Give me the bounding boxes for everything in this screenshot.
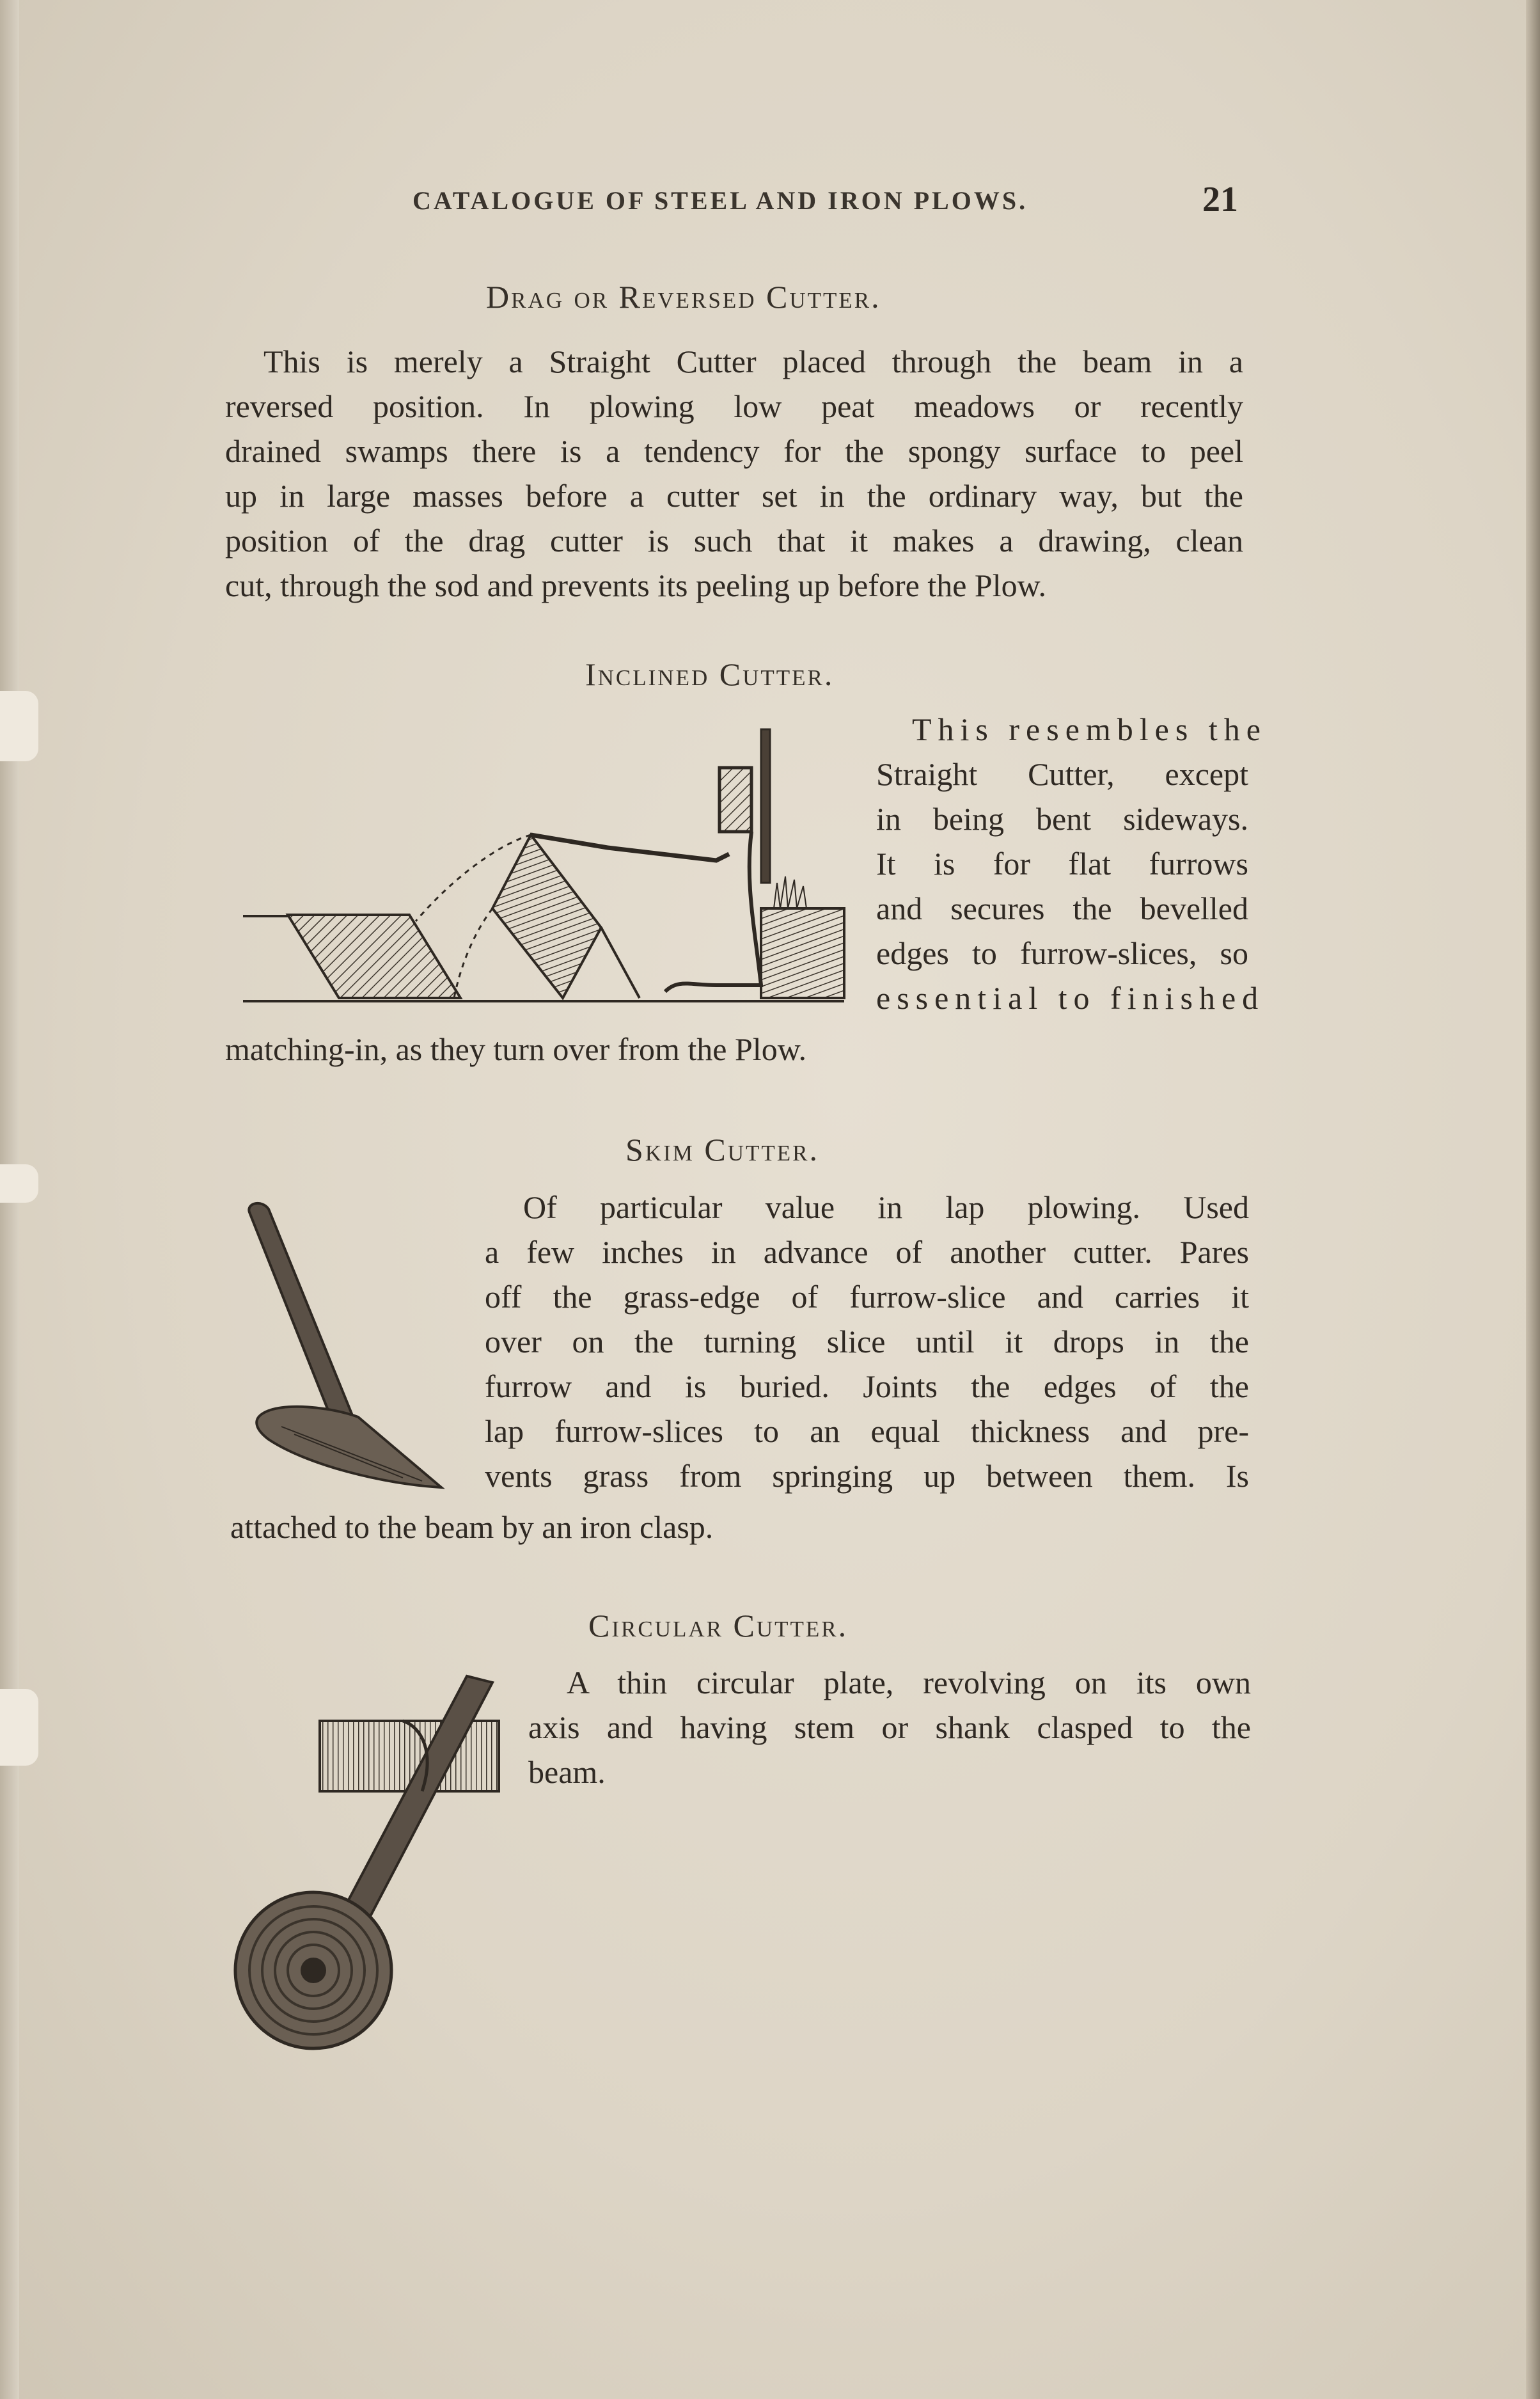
skim-cutter-illustration <box>243 1196 460 1497</box>
text-line: up in large masses before a cutter set in the ordinary way, but the <box>225 478 1243 514</box>
text-line: vents grass from springing up between them. Is <box>485 1458 1249 1494</box>
text-line: essential to finished <box>876 980 1265 1016</box>
text-line: Straight Cutter, except <box>876 756 1248 792</box>
text-line: edges to furrow-slices, so <box>876 935 1248 971</box>
page-tear <box>0 691 38 761</box>
text-line: Of particular value in lap plowing. Used <box>523 1189 1249 1225</box>
text-line: beam. <box>528 1754 606 1790</box>
text-line: This is merely a Straight Cutter placed through the beam in a <box>263 344 1243 379</box>
running-head: CATALOGUE OF STEEL AND IRON PLOWS. <box>412 186 1028 215</box>
paragraph-skim-cutter <box>485 1185 1249 1498</box>
text-line: It is for flat furrows <box>876 846 1248 882</box>
heading-skim-cutter: Skim Cutter. <box>625 1132 819 1168</box>
text-line: in being bent sideways. <box>876 801 1248 837</box>
heading-drag-cutter: Drag or Reversed Cutter. <box>486 279 881 315</box>
inclined-cutter-illustration <box>230 717 870 1017</box>
paragraph-drag-cutter <box>225 339 1243 608</box>
page-number: 21 <box>1202 180 1238 219</box>
text-line: a few inches in advance of another cutter. Pares <box>485 1234 1249 1270</box>
text-line: lap furrow-slices to an equal thickness and pre- <box>485 1413 1249 1449</box>
text-line: matching-in, as they turn over from the Plow. <box>225 1031 807 1067</box>
text-line: position of the drag cutter is such that it makes a drawing, clean <box>225 523 1243 558</box>
text-line: and secures the bevelled <box>876 891 1248 926</box>
heading-inclined-cutter: Inclined Cutter. <box>585 656 835 692</box>
paragraph-skim-tail <box>230 1505 870 1549</box>
paragraph-inclined-cutter <box>876 707 1267 1020</box>
page-tear <box>0 1164 38 1203</box>
heading-circular-cutter: Circular Cutter. <box>588 1608 849 1643</box>
text-line: drained swamps there is a tendency for the spongy surface to peel <box>225 433 1243 469</box>
text-line: axis and having stem or shank clasped to the <box>528 1709 1251 1745</box>
paragraph-circular-cutter <box>528 1660 1251 1794</box>
paragraph-inclined-tail <box>225 1027 1057 1072</box>
text-line: cut, through the sod and prevents its peeling up before the Plow. <box>225 567 1046 603</box>
text-line: furrow and is buried. Joints the edges of the <box>485 1368 1249 1404</box>
text-line: This resembles the <box>912 711 1267 747</box>
text-line: off the grass-edge of furrow-slice and carries it <box>485 1279 1249 1315</box>
page-tear <box>0 1689 38 1766</box>
circular-cutter-illustration <box>230 1663 512 2054</box>
page-edge <box>1526 0 1540 2399</box>
text-line: reversed position. In plowing low peat meadows or recently <box>225 388 1243 424</box>
text-line: attached to the beam by an iron clasp. <box>230 1509 714 1545</box>
text-line: over on the turning slice until it drops in the <box>485 1324 1249 1359</box>
text-line: A thin circular plate, revolving on its own <box>567 1665 1251 1700</box>
